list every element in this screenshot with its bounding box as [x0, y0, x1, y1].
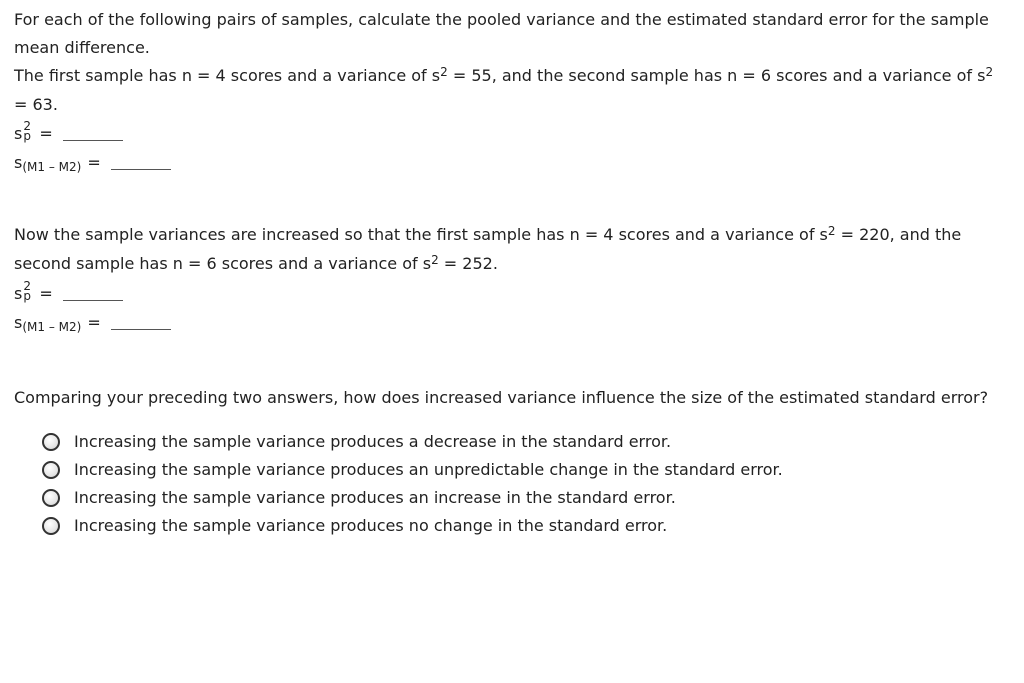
pooled-variance-sup: 2: [23, 118, 31, 133]
option-unpredictable[interactable]: [42, 456, 1010, 484]
pooled-variance-sup: 2: [23, 278, 31, 293]
standard-error-equals: =: [87, 313, 101, 332]
radio-button[interactable]: [42, 461, 60, 479]
standard-error-s: s: [14, 313, 23, 332]
part2-text-a: Now the sample variances are increased so that the first sample has n = 4 scores and a variance of s: [14, 225, 828, 244]
pooled-variance-scripts: [22, 118, 33, 143]
part1-pooled-variance-answer-blank[interactable]: [63, 140, 123, 141]
pooled-variance-sub: p: [23, 128, 31, 143]
pooled-variance-equals: =: [39, 124, 53, 143]
standard-error-s: s: [14, 153, 23, 172]
part1-sup-b: 2: [985, 65, 994, 79]
standard-error-sub: (M1 – M2): [22, 320, 82, 334]
standard-error-sub: (M1 – M2): [22, 160, 82, 174]
part2-sup-a: 2: [827, 224, 836, 238]
part2-text-b: = 220, and the second sample has n = 6 scores and a variance of s: [14, 225, 962, 273]
part2-pooled-variance-answer-blank[interactable]: [63, 300, 123, 301]
radio-button[interactable]: [42, 517, 60, 535]
intro-text: For each of the following pairs of samples, calculate the pooled variance and the estimated standard error for the sample mean difference.: [14, 10, 989, 57]
part1-text-c: = 63.: [14, 95, 58, 114]
answer-options: [42, 428, 1010, 540]
option-label: Increasing the sample variance produces an increase in the standard error.: [74, 488, 676, 507]
comparison-question: Comparing your preceding two answers, how does increased variance influence the size of the estimated standard error?: [14, 388, 989, 407]
pooled-variance-s: s: [14, 284, 23, 303]
part1-standard-error-answer-blank[interactable]: [111, 169, 171, 170]
problem-page: [14, 6, 1010, 540]
option-label: Increasing the sample variance produces an unpredictable change in the standard error.: [74, 460, 783, 479]
radio-button[interactable]: [42, 433, 60, 451]
part2-sup-b: 2: [431, 253, 439, 267]
pooled-variance-equals: =: [39, 284, 53, 303]
option-label: Increasing the sample variance produces no change in the standard error.: [74, 516, 668, 535]
part1-text-b: = 55, and the second sample has n = 6 scores and a variance of s: [447, 66, 986, 85]
part1-text-a: The first sample has n = 4 scores and a variance of s: [14, 66, 441, 85]
part2-pooled-variance-row: [14, 279, 1010, 308]
part1-pooled-variance-row: [14, 119, 1010, 148]
pooled-variance-scripts: [22, 278, 33, 303]
part2-text: [14, 221, 1010, 279]
part1-sup-a: 2: [440, 65, 448, 79]
part1-standard-error-row: [14, 148, 1010, 177]
pooled-variance-sub: p: [23, 288, 31, 303]
part1-text: [14, 62, 1010, 119]
option-increase[interactable]: [42, 484, 1010, 512]
standard-error-equals: =: [87, 153, 101, 172]
option-label: Increasing the sample variance produces a decrease in the standard error.: [74, 432, 672, 451]
pooled-variance-s: s: [14, 124, 23, 143]
part2-text-c: = 252.: [438, 254, 498, 273]
part2-standard-error-row: [14, 308, 1010, 337]
option-no-change[interactable]: [42, 512, 1010, 540]
radio-button[interactable]: [42, 489, 60, 507]
option-decrease[interactable]: [42, 428, 1010, 456]
part2-standard-error-answer-blank[interactable]: [111, 329, 171, 330]
